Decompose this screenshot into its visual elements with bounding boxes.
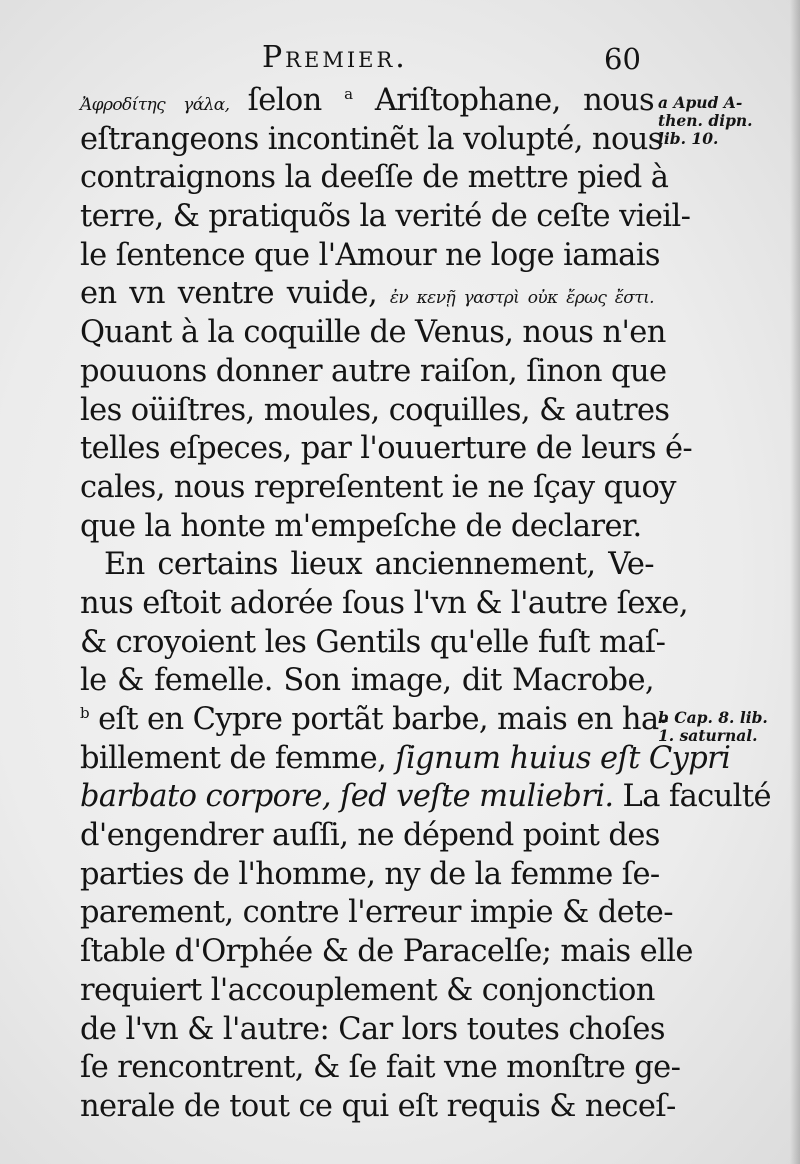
- text-segment: requiert l'accouplement & conjonction: [80, 972, 655, 1008]
- text-line: [80, 778, 771, 817]
- text-line: [80, 508, 654, 547]
- text-segment: parties de l'homme, ny de la femme ſe-: [80, 856, 660, 892]
- page-number: 60: [604, 42, 641, 76]
- text-segment: La faculté: [613, 779, 771, 815]
- text-segment: ſelon: [247, 83, 345, 118]
- text-line: [80, 624, 666, 663]
- text-segment: pouuons donner autre raiſon, ſinon que: [80, 353, 667, 389]
- text-segment: ſtable d'Orphée & de Paracelſe; mais elle: [80, 934, 693, 970]
- text-line: [80, 237, 660, 276]
- text-line: [80, 1011, 665, 1050]
- text-line: [80, 198, 691, 237]
- text-line: [80, 856, 660, 895]
- margin-note-line: lib. 10.: [658, 129, 719, 148]
- text-segment: a: [344, 84, 353, 103]
- text-segment: de l'vn & l'autre: Car lors toutes choſes: [80, 1011, 665, 1047]
- text-segment: eſt en Cypre portãt barbe, mais en ha-: [89, 702, 669, 737]
- text-segment: Ariſtophane, nous: [352, 83, 654, 118]
- text-segment: nerale de tout ce qui eſt requis & neceſ-: [80, 1088, 676, 1124]
- text-line: [80, 121, 663, 160]
- text-segment: ſe rencontrent, & ſe fait vne monſtre ge-: [80, 1050, 681, 1086]
- text-segment: Ἀφροδίτης γάλα,: [80, 95, 248, 115]
- text-line: [80, 894, 673, 933]
- margin-note-a: [658, 94, 753, 148]
- text-segment: le & femelle. Son image, dit Macrobe,: [80, 663, 654, 699]
- text-line: [80, 430, 693, 469]
- text-segment: En certains lieux anciennement, Ve-: [104, 547, 654, 583]
- text-line: [80, 817, 660, 856]
- text-line: [80, 1088, 676, 1127]
- text-line: [80, 546, 654, 585]
- text-segment: en vn ventre vuide,: [80, 276, 390, 312]
- text-line: [80, 392, 670, 431]
- text-line: [80, 275, 654, 314]
- running-title: Premier.: [262, 40, 408, 75]
- text-segment: terre, & pratiquõs la verité de ceſte vieil-: [80, 199, 691, 235]
- text-segment: b: [80, 703, 90, 722]
- text-line: [80, 740, 731, 779]
- text-segment: billement de femme,: [80, 740, 396, 776]
- text-segment: ſignum huius eſt Cypri: [395, 740, 731, 776]
- text-segment: le ſentence que l'Amour ne loge iamais: [80, 237, 660, 273]
- margin-note-b: [658, 709, 768, 745]
- text-segment: & croyoient les Gentils qu'elle fuſt maſ-: [80, 624, 666, 660]
- text-line: [80, 585, 688, 624]
- margin-note-line: b Cap. 8. lib.: [658, 708, 768, 727]
- text-segment: ἐν κενῇ γαστρὶ οὐκ ἔρως ἔστι.: [389, 288, 654, 309]
- margin-note-line: then. dipn.: [658, 111, 753, 130]
- page-header: [0, 40, 800, 84]
- text-line: [80, 1049, 681, 1088]
- text-segment: contraignons la deeſſe de mettre pied à: [80, 160, 669, 196]
- text-line: [80, 972, 654, 1011]
- text-line: [80, 662, 654, 701]
- margin-note-line: 1. saturnal.: [658, 726, 758, 745]
- text-line: [80, 933, 693, 972]
- text-line: [80, 159, 669, 198]
- margin-note-line: a Apud A-: [658, 93, 743, 112]
- text-segment: nus eſtoit adorée ſous l'vn & l'autre ſexe,: [80, 585, 688, 621]
- text-segment: Quant à la coquille de Venus, nous n'en: [80, 315, 666, 351]
- text-segment: eſtrangeons incontinẽt la volupté, nous: [80, 121, 663, 157]
- text-segment: que la honte m'empeſche de declarer.: [80, 508, 642, 544]
- text-line: [80, 701, 669, 740]
- text-segment: d'engendrer auſſi, ne dépend point des: [80, 818, 660, 854]
- page-edge-shadow: [790, 0, 800, 1164]
- text-segment: telles eſpeces, par l'ouuerture de leurs é-: [80, 431, 693, 467]
- text-line: [80, 314, 666, 353]
- text-segment: barbato corpore, ſed veſte muliebri.: [80, 779, 614, 815]
- text-segment: les oüiſtres, moules, coquilles, & autres: [80, 392, 670, 428]
- text-line: [80, 82, 654, 121]
- text-segment: parement, contre l'erreur impie & dete-: [80, 895, 673, 931]
- text-segment: cales, nous repreſentent ie ne ſçay quoy: [80, 469, 676, 505]
- text-line: [80, 353, 667, 392]
- text-line: [80, 469, 676, 508]
